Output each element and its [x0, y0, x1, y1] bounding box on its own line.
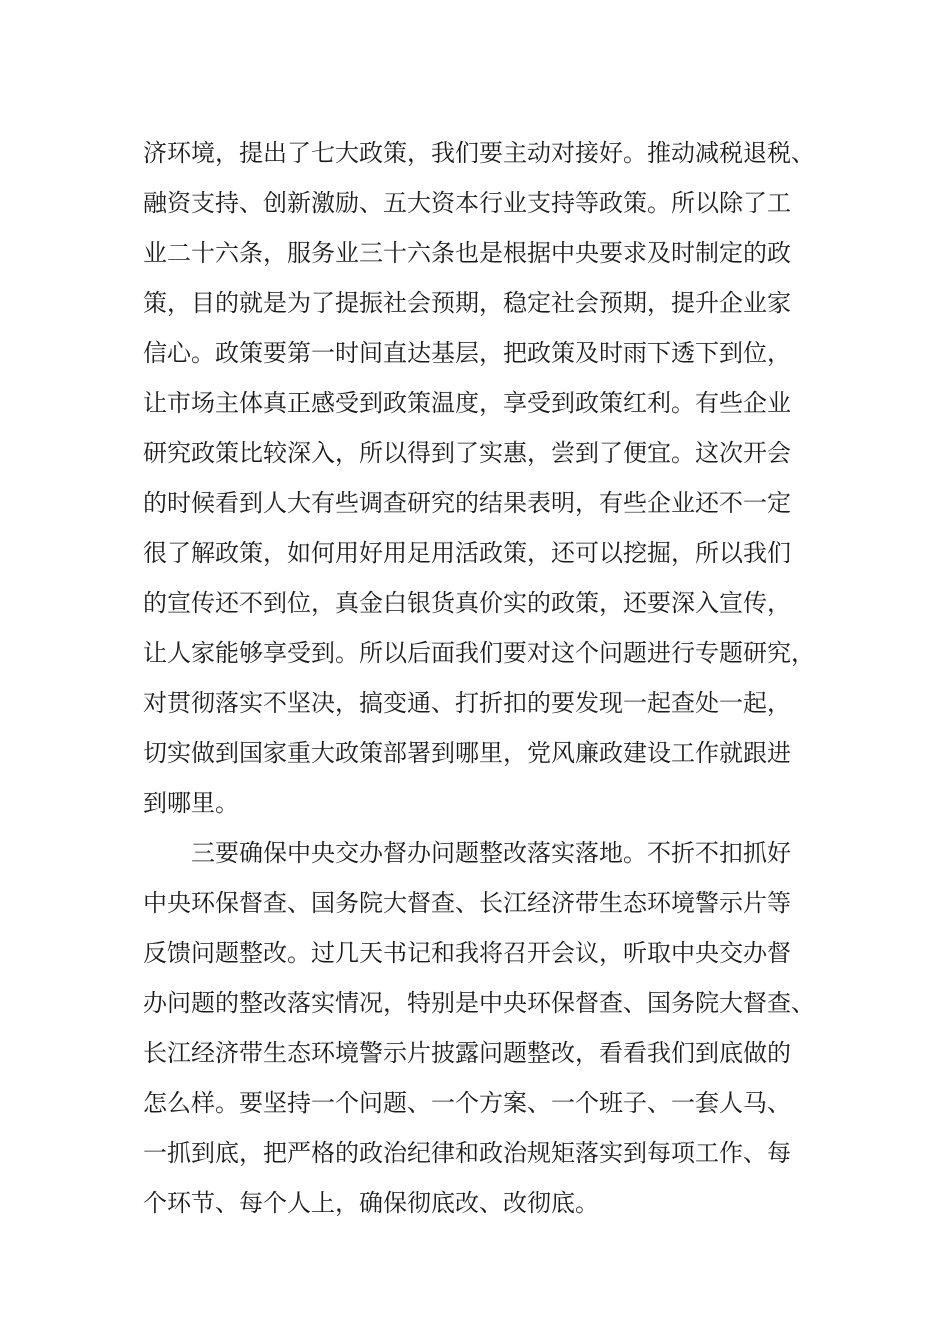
text-line: 让市场主体真正感受到政策温度，享受到政策红利。有些企业	[143, 389, 791, 417]
text-line: 研究政策比较深入，所以得到了实惠，尝到了便宜。这次开会	[143, 439, 791, 467]
text-line: 的宣传还不到位，真金白银货真价实的政策，还要深入宣传，	[143, 589, 791, 617]
body-text	[143, 128, 823, 1228]
text-line: 切实做到国家重大政策部署到哪里，党风廉政建设工作就跟进	[143, 739, 791, 767]
text-line: 的时候看到人大有些调查研究的结果表明，有些企业还不一定	[143, 489, 791, 517]
text-line: 策，目的就是为了提振社会预期，稳定社会预期，提升企业家	[143, 289, 791, 317]
text-line: 反馈问题整改。过几天书记和我将召开会议，听取中央交办督	[143, 939, 791, 967]
text-line: 中央环保督查、国务院大督查、长江经济带生态环境警示片等	[143, 889, 791, 917]
text-line: 济环境，提出了七大政策，我们要主动对接好。推动减税退税、	[143, 139, 815, 167]
text-line: 融资支持、创新激励、五大资本行业支持等政策。所以除了工	[143, 189, 791, 217]
text-line: 到哪里。	[143, 789, 239, 817]
text-line: 长江经济带生态环境警示片披露问题整改，看看我们到底做的	[143, 1039, 791, 1067]
text-line: 个环节、每个人上，确保彻底改、改彻底。	[143, 1189, 599, 1217]
paragraph-start-line: 三要确保中央交办督办问题整改落实落地。不折不扣抓好	[191, 839, 791, 867]
text-line: 怎么样。要坚持一个问题、一个方案、一个班子、一套人马、	[143, 1089, 791, 1117]
text-line: 办问题的整改落实情况，特别是中央环保督查、国务院大督查、	[143, 989, 815, 1017]
text-line: 一抓到底，把严格的政治纪律和政治规矩落实到每项工作、每	[143, 1139, 791, 1167]
text-line: 信心。政策要第一时间直达基层，把政策及时雨下透下到位，	[143, 339, 791, 367]
text-line: 让人家能够享受到。所以后面我们要对这个问题进行专题研究，	[143, 639, 815, 667]
text-line: 很了解政策，如何用好用足用活政策，还可以挖掘，所以我们	[143, 539, 791, 567]
text-line: 对贯彻落实不坚决，搞变通、打折扣的要发现一起查处一起，	[143, 689, 791, 717]
text-line: 业二十六条，服务业三十六条也是根据中央要求及时制定的政	[143, 239, 791, 267]
